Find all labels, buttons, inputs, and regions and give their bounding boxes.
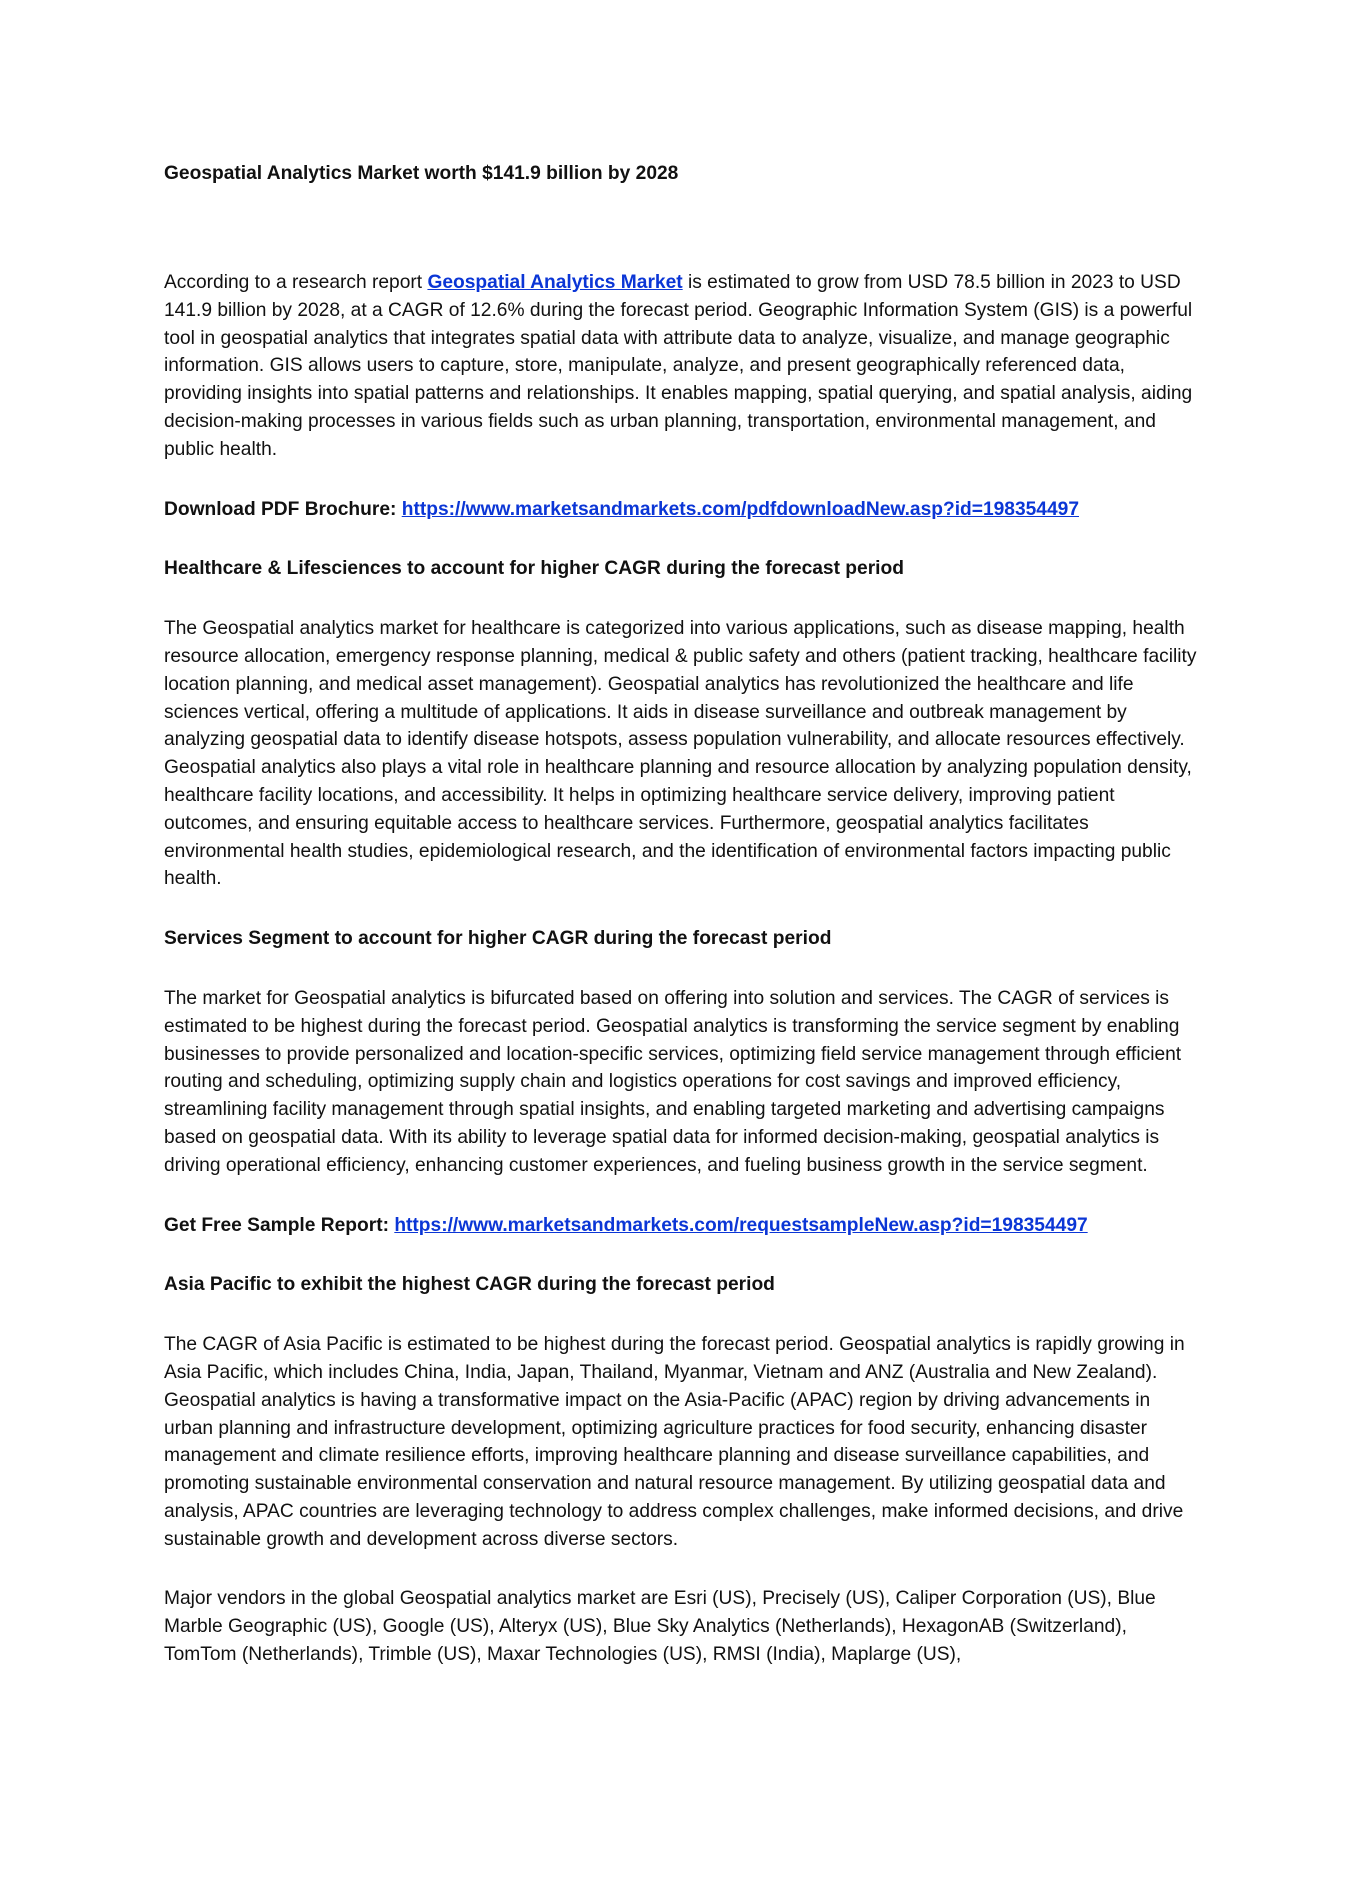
- services-paragraph: The market for Geospatial analytics is bifurcated based on offering into solution and services. The CAGR of services is estimated to be highest during the forecast period. Geospatial analytics is transforming the service segment by enabling businesses to provide personalized and location-specific services, optimizing field service management through efficient routing and scheduling, optimizing supply chain and logistics operations for cost savings and improved efficiency, streamlining facility management through spatial insights, and enabling targeted marketing and advertising campaigns based on geospatial data. With its ability to leverage spatial data for informed decision-making, geospatial analytics is driving operational efficiency, enhancing customer experiences, and fueling business growth in the service segment.: [164, 987, 1182, 1176]
- brochure-line: [164, 496, 1204, 524]
- market-report-link[interactable]: Geospatial Analytics Market: [427, 272, 683, 293]
- sample-report-label: Get Free Sample Report:: [164, 1214, 395, 1236]
- intro-text-before: According to a research report: [164, 272, 428, 293]
- document-page: [164, 160, 1204, 1701]
- sample-report-link[interactable]: https://www.marketsandmarkets.com/requestsampleNew.asp?id=198354497: [394, 1214, 1088, 1236]
- intro-text-after: is estimated to grow from USD 78.5 billion in 2023 to USD 141.9 billion by 2028, at a CAGR of 12.6% during the forecast period. Geographic Information System (GIS) is a powerful tool in geospatial analytics that integrates spatial data with attribute data to analyze, visualize, and manage geographic information. GIS allows users to capture, store, manipulate, analyze, and present geographically referenced data, providing insights into spatial patterns and relationships. It enables mapping, spatial querying, and spatial analysis, aiding decision-making processes in various fields such as urban planning, transportation, environmental management, and public health.: [164, 272, 1193, 460]
- healthcare-paragraph: The Geospatial analytics market for healthcare is categorized into various applications, such as disease mapping, health resource allocation, emergency response planning, medical & public safety and others (patient tracking, healthcare facility location planning, and medical asset management). Geospatial analytics has revolutionized the healthcare and life sciences vertical, offering a multitude of applications. It aids in disease surveillance and outbreak management by analyzing geospatial data to identify disease hotspots, assess population vulnerability, and allocate resources effectively. Geospatial analytics also plays a vital role in healthcare planning and resource allocation by analyzing population density, healthcare facility locations, and accessibility. It helps in optimizing healthcare service delivery, improving patient outcomes, and ensuring equitable access to healthcare services. Furthermore, geospatial analytics facilitates environmental health studies, epidemiological research, and the identification of environmental factors impacting public health.: [164, 618, 1197, 890]
- document-title: Geospatial Analytics Market worth $141.9 billion by 2028: [164, 163, 679, 184]
- intro-paragraph: [164, 269, 1204, 464]
- vendors-paragraph: Major vendors in the global Geospatial analytics market are Esri (US), Precisely (US), Caliper Corporation (US), Blue Marble Geographic (US), Google (US), Alteryx (US), Blue Sky Analytics (Netherlands), HexagonAB (Switzerland), TomTom (Netherlands), Trimble (US), Maxar Technologies (US), RMSI (India), Maplarge (US),: [164, 1588, 1156, 1666]
- asia-pacific-heading: Asia Pacific to exhibit the highest CAGR during the forecast period: [164, 1274, 775, 1296]
- healthcare-heading: Healthcare & Lifesciences to account for higher CAGR during the forecast period: [164, 558, 904, 580]
- brochure-link[interactable]: https://www.marketsandmarkets.com/pdfdownloadNew.asp?id=198354497: [401, 498, 1079, 520]
- asia-pacific-paragraph: The CAGR of Asia Pacific is estimated to be highest during the forecast period. Geospatial analytics is rapidly growing in Asia Pacific, which includes China, India, Japan, Thailand, Myanmar, Vietnam and ANZ (Australia and New Zealand). Geospatial analytics is having a transformative impact on the Asia-Pacific (APAC) region by driving advancements in urban planning and infrastructure development, optimizing agriculture practices for food security, enhancing disaster management and climate resilience efforts, improving healthcare planning and disease surveillance capabilities, and promoting sustainable environmental conservation and natural resource management. By utilizing geospatial data and analysis, APAC countries are leveraging technology to address complex challenges, make informed decisions, and drive sustainable growth and development across diverse sectors.: [164, 1334, 1185, 1550]
- services-heading: Services Segment to account for higher CAGR during the forecast period: [164, 928, 832, 950]
- brochure-label: Download PDF Brochure:: [164, 498, 402, 520]
- sample-report-line: [164, 1212, 1204, 1240]
